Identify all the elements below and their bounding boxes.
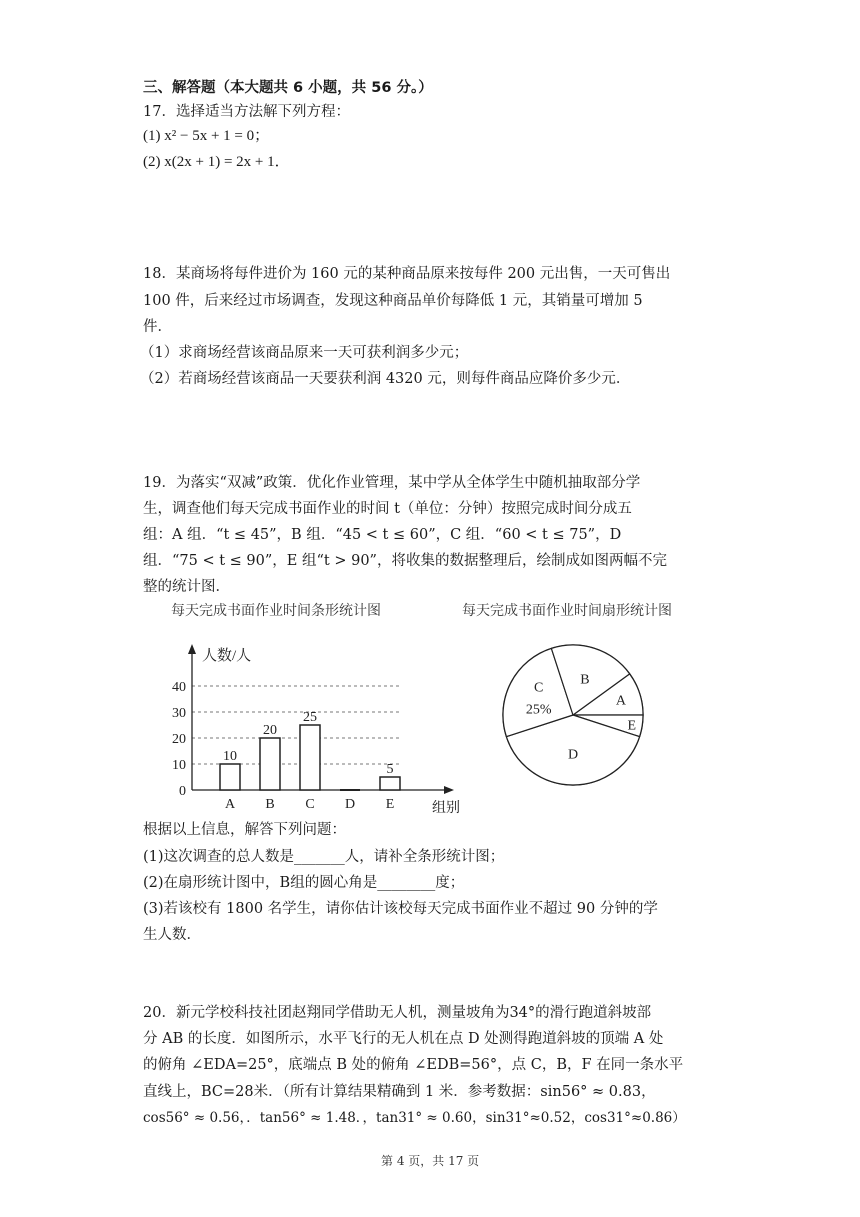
q19-line-2: 生，调查他们每天完成书面作业的时间 t（单位：分钟）按照完成时间分成五: [143, 501, 632, 517]
bar-chart: [160, 630, 480, 820]
y-tick-label: 30: [172, 706, 186, 721]
page-footer: 第 4 页，共 17 页: [381, 1154, 480, 1168]
q19-line-4: 组．“75 < t ≤ 90”，E 组“t > 90”，将收集的数据整理后，绘制成如图两幅不完: [143, 553, 667, 569]
data-label-B: 20: [263, 723, 277, 738]
x-axis-label: 组别: [432, 801, 460, 816]
data-label-E: 5: [386, 762, 394, 777]
data-label-A: 10: [223, 749, 237, 764]
q19-line-1: 19．为落实“双减”政策．优化作业管理，某中学从全体学生中随机抽取部分学: [143, 475, 641, 491]
q18-line-3: 件．: [143, 319, 172, 335]
q19-after-2: (1)这次调查的总人数是_______人，请补全条形统计图；: [143, 849, 505, 865]
category-label-B: B: [265, 797, 275, 812]
q19-line-5: 整的统计图．: [143, 579, 230, 595]
bar-chart-title: 每天完成书面作业时间条形统计图: [171, 603, 381, 619]
q18-line-1: 18．某商场将每件进价为 160 元的某种商品原来按每件 200 元出售，一天可售出: [143, 266, 671, 282]
q17-part-1: (1) x² − 5x + 1 = 0；: [143, 128, 270, 144]
category-label-C: C: [305, 797, 315, 812]
bar-B: [260, 738, 280, 790]
q19-after-3: (2)在扇形统计图中，B组的圆心角是________度；: [143, 875, 465, 891]
bar-E: [380, 777, 400, 790]
y-axis-arrow: [188, 644, 196, 654]
pie-chart: [495, 625, 655, 795]
data-label-C: 25: [303, 710, 317, 725]
x-axis-arrow: [444, 786, 454, 794]
q17-part-2: (2) x(2x + 1) = 2x + 1．: [143, 154, 290, 170]
q20-line-1: 20．新元学校科技社团赵翔同学借助无人机，测量坡角为34°的滑行跑道斜坡部: [143, 1005, 652, 1021]
pie-label-A: A: [615, 693, 626, 709]
pie-chart-title: 每天完成书面作业时间扇形统计图: [462, 603, 672, 619]
category-label-D: D: [344, 797, 356, 812]
category-label-A: A: [224, 797, 236, 812]
q20-line-4: 直线上，BC=28米．（所有计算结果精确到 1 米．参考数据：sin56° ≈ 0.83，: [143, 1084, 656, 1100]
q18-line-5: （2）若商场经营该商品一天要获利润 4320 元，则每件商品应降价多少元．: [140, 371, 631, 387]
q20-line-2: 分 AB 的长度．如图所示，水平飞行的无人机在点 D 处测得跑道斜坡的顶端 A 处: [143, 1031, 664, 1047]
bar-C: [300, 725, 320, 790]
category-label-E: E: [385, 797, 395, 812]
y-tick-label: 10: [172, 758, 186, 773]
q17-stem: 17．选择适当方法解下列方程：: [143, 104, 350, 120]
q19-after-4: (3)若该校有 1800 名学生，请你估计该校每天完成书面作业不超过 90 分钟的学: [143, 901, 658, 917]
pie-annotation-C: 25%: [525, 702, 552, 718]
y-tick-label: 40: [172, 680, 186, 695]
q20-line-3: 的俯角 ∠EDA=25°，底端点 B 处的俯角 ∠EDB=56°，点 C，B，F 在同一条水平: [143, 1057, 684, 1073]
pie-label-D: D: [567, 747, 579, 763]
q18-line-4: （1）求商场经营该商品原来一天可获利润多少元；: [140, 345, 469, 361]
q20-line-5: cos56° ≈ 0.56，．tan56° ≈ 1.48．，tan31° ≈ 0.60，sin31°≈0.52，cos31°≈0.86）: [143, 1110, 686, 1126]
y-axis-label: 人数/人: [202, 648, 252, 664]
bar-A: [220, 764, 240, 790]
pie-label-C: C: [534, 680, 544, 696]
pie-label-B: B: [580, 672, 590, 688]
q18-line-2: 100 件，后来经过市场调查，发现这种商品单价每降低 1 元，其销量可增加 5: [143, 293, 643, 309]
y-tick-label: 0: [179, 784, 186, 799]
pie-label-E: E: [627, 718, 637, 734]
section-title: 三、解答题（本大题共 6 小题，共 56 分。）: [143, 80, 433, 96]
q19-line-3: 组：A 组．“t ≤ 45”，B 组．“45 < t ≤ 60”，C 组．“60 < t ≤ 75”，D: [143, 527, 622, 543]
q19-after-1: 根据以上信息，解答下列问题：: [143, 822, 346, 838]
q19-after-5: 生人数．: [143, 927, 201, 943]
y-tick-label: 20: [172, 732, 186, 747]
